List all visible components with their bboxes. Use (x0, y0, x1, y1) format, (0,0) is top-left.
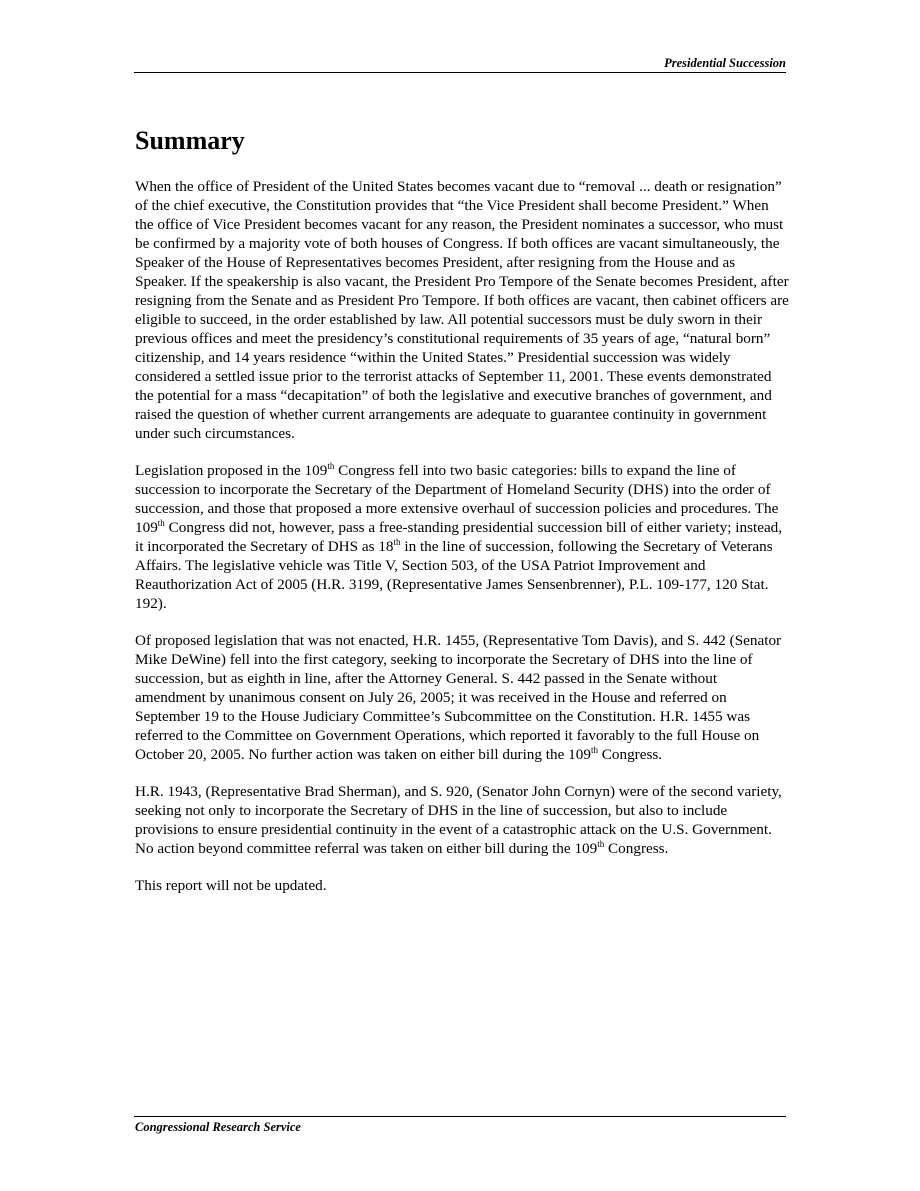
ordinal-suffix: th (590, 745, 598, 755)
paragraph-text: When the office of President of the United States becomes vacant due to “removal ... death or resignation” of the chief executive, the Constitution provides that “the Vice President shall become President.” When the office of Vice President becomes vacant for any reason, the President nominates a successor, who must be confirmed by a majority vote of both houses of Congress. If both offices are vacant simultaneously, the Speaker of the House of Representatives becomes President, after resigning from the House and as Speaker. If the speakership is also vacant, the President Pro Tempore of the Senate becomes President, after resigning from the Senate and as President Pro Tempore. If both offices are vacant, then cabinet officers are eligible to succeed, in the order established by law. All potential successors must be duly sworn in their previous offices and meet the presidency’s constitutional requirements of 35 years of age, “natural born” citizenship, and 14 years residence “within the United States.” Presidential succession was widely considered a settled issue prior to the terrorist attacks of September 11, 2001. These events demonstrated the potential for a mass “decapitation” of both the legislative and executive branches of government, and raised the question of whether current arrangements are adequate to guarantee continuity in government under such circumstances. (135, 178, 789, 442)
paragraph-text: Congress fell into two basic categories: bills to expand the line of succession to incorporate the Secretary of the Department of Homeland Security (DHS) into the order of succession, and those that proposed a more extensive overhaul of succession policies and procedures. The 109 (135, 462, 779, 536)
summary-body (135, 177, 790, 913)
paragraph-text: H.R. 1943, (Representative Brad Sherman), and S. 920, (Senator John Cornyn) were of the second variety, seeking not only to incorporate the Secretary of DHS in the line of succession, but also to include provisions to ensure presidential continuity in the event of a catastrophic attack on the U.S. Government. No action beyond committee referral was taken on either bill during the 109 (135, 783, 782, 857)
paragraph-text: This report will not be updated. (135, 877, 327, 894)
ordinal-suffix: th (327, 461, 335, 471)
paragraph-text: in the line of succession, following the Secretary of Veterans Affairs. The legislative vehicle was Title V, Section 503, of the USA Patriot Improvement and Reauthorization Act of 2005 (H.R. 3199, (Representative James Sensenbrenner), P.L. 109-177, 120 Stat. 192). (135, 538, 773, 612)
paragraph-text: Legislation proposed in the 109 (135, 462, 328, 479)
paragraph-text: Congress did not, however, pass a free-standing presidential succession bill of either variety; instead, it incorporated the Secretary of DHS as 18 (135, 519, 783, 555)
paragraph-text: Congress. (597, 746, 663, 763)
running-header: Presidential Succession (664, 56, 786, 70)
paragraph (135, 631, 790, 764)
paragraph (135, 461, 790, 613)
paragraph (135, 782, 790, 858)
header-divider (134, 72, 786, 73)
paragraph-text: Congress. (604, 840, 669, 857)
footer-divider (134, 1116, 786, 1117)
running-footer: Congressional Research Service (135, 1120, 301, 1134)
paragraph (135, 177, 790, 443)
ordinal-suffix: th (157, 518, 165, 528)
paragraph-text: Of proposed legislation that was not enacted, H.R. 1455, (Representative Tom Davis), and S. 442 (Senator Mike DeWine) fell into the first category, seeking to incorporate the Secretary of DHS into the line of succession, but as eighth in line, after the Attorney General. S. 442 passed in the Senate without amendment by unanimous consent on July 26, 2005; it was received in the House and referred on September 19 to the House Judiciary Committee’s Subcommittee on the Constitution. H.R. 1455 was referred to the Committee on Government Operations, which reported it favorably to the full House on October 20, 2005. No further action was taken on either bill during the 109 (135, 632, 782, 763)
paragraph (135, 876, 790, 895)
page-title: Summary (135, 126, 245, 155)
ordinal-suffix: th (393, 537, 401, 547)
ordinal-suffix: th (597, 839, 605, 849)
